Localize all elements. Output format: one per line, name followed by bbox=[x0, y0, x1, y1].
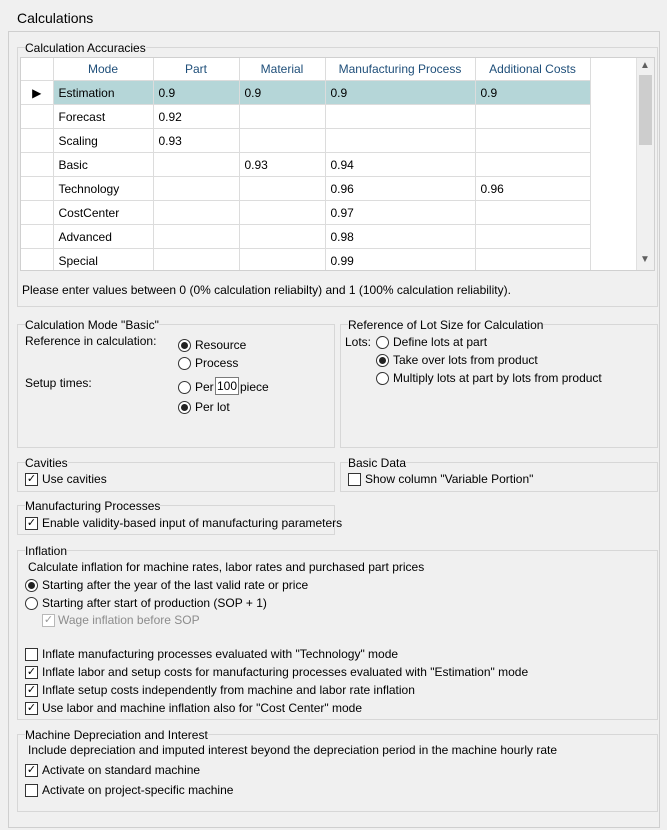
cell-mode[interactable]: Advanced bbox=[53, 225, 153, 249]
row-header[interactable] bbox=[21, 105, 53, 129]
panel-header bbox=[0, 0, 667, 30]
per-piece-radio[interactable] bbox=[178, 381, 191, 394]
define-lots-radio[interactable] bbox=[376, 336, 389, 349]
process-radio[interactable] bbox=[178, 357, 191, 370]
table-row[interactable] bbox=[21, 153, 590, 177]
inflate-estimation-checkbox[interactable]: ✓ bbox=[26, 666, 37, 678]
cell-part[interactable]: 0.92 bbox=[153, 105, 239, 129]
table-row[interactable] bbox=[21, 225, 590, 249]
table-row[interactable] bbox=[21, 201, 590, 225]
accuracies-hint: Please enter values between 0 (0% calculation reliabilty) and 1 (100% calculation reliability). bbox=[22, 283, 511, 297]
cell-mode[interactable]: Special bbox=[53, 249, 153, 272]
inflation-group-label: Inflation bbox=[25, 544, 68, 558]
row-header[interactable] bbox=[21, 225, 53, 249]
cell-part[interactable] bbox=[153, 225, 239, 249]
inflation-description: Calculate inflation for machine rates, labor rates and purchased part prices bbox=[28, 560, 425, 574]
cell-mfg[interactable]: 0.97 bbox=[325, 201, 475, 225]
use-cavities-checkbox[interactable]: ✓ bbox=[26, 473, 37, 485]
cell-part[interactable] bbox=[153, 201, 239, 225]
per-piece-quantity-input[interactable]: 100 bbox=[216, 379, 238, 393]
cell-addl[interactable]: 0.9 bbox=[475, 81, 590, 105]
project-machine-label[interactable]: Activate on project-specific machine bbox=[42, 783, 234, 797]
cell-addl[interactable] bbox=[475, 129, 590, 153]
validity-input-label[interactable]: Enable validity-based input of manufacturing parameters bbox=[42, 516, 343, 530]
project-machine-checkbox[interactable] bbox=[25, 784, 38, 797]
cell-mfg[interactable]: 0.98 bbox=[325, 225, 475, 249]
row-header[interactable] bbox=[21, 129, 53, 153]
cell-part[interactable]: 0.93 bbox=[153, 129, 239, 153]
cell-mfg[interactable]: 0.94 bbox=[325, 153, 475, 177]
wage-inflation-checkbox[interactable]: ✓ bbox=[43, 614, 54, 626]
accuracies-grid[interactable] bbox=[20, 57, 655, 271]
col-header-mode[interactable]: Mode bbox=[53, 58, 153, 81]
cell-addl[interactable] bbox=[475, 105, 590, 129]
cell-mfg[interactable]: 0.96 bbox=[325, 177, 475, 201]
lots-label: Lots: bbox=[345, 335, 372, 349]
row-header[interactable] bbox=[21, 249, 53, 272]
current-row-indicator-icon: ▶ bbox=[21, 81, 53, 105]
cell-part[interactable] bbox=[153, 153, 239, 177]
cell-material[interactable] bbox=[239, 105, 325, 129]
inflation-after-sop-label[interactable]: Starting after start of production (SOP + 1) bbox=[42, 596, 267, 610]
col-header-mfg-process[interactable]: Manufacturing Process bbox=[325, 58, 475, 81]
take-over-lots-radio[interactable] bbox=[376, 354, 389, 367]
inflate-technology-label[interactable]: Inflate manufacturing processes evaluated with "Technology" mode bbox=[42, 647, 399, 661]
cell-material[interactable] bbox=[239, 201, 325, 225]
accuracies-group-label: Calculation Accuracies bbox=[25, 41, 146, 55]
row-header[interactable] bbox=[21, 177, 53, 201]
cell-mode[interactable]: Scaling bbox=[53, 129, 153, 153]
cell-mfg[interactable]: 0.9 bbox=[325, 81, 475, 105]
wage-inflation-label: Wage inflation before SOP bbox=[58, 613, 200, 627]
lot-size-group-label: Reference of Lot Size for Calculation bbox=[348, 318, 544, 332]
multiply-lots-radio[interactable] bbox=[376, 372, 389, 385]
col-header-material[interactable]: Material bbox=[239, 58, 325, 81]
cell-material[interactable]: 0.9 bbox=[239, 81, 325, 105]
resource-label[interactable]: Resource bbox=[195, 338, 247, 352]
cell-part[interactable] bbox=[153, 177, 239, 201]
cell-mode[interactable]: Technology bbox=[53, 177, 153, 201]
per-lot-label[interactable]: Per lot bbox=[195, 400, 230, 414]
cell-material[interactable]: 0.93 bbox=[239, 153, 325, 177]
depreciation-description: Include depreciation and imputed interest beyond the depreciation period in the machine hourly rate bbox=[28, 743, 558, 757]
cell-mfg[interactable] bbox=[325, 105, 475, 129]
cell-mfg[interactable]: 0.99 bbox=[325, 249, 475, 272]
cell-addl[interactable] bbox=[475, 153, 590, 177]
process-label[interactable]: Process bbox=[195, 356, 239, 370]
row-header[interactable] bbox=[21, 201, 53, 225]
inflate-technology-checkbox[interactable] bbox=[25, 648, 38, 661]
mfg-processes-group-label: Manufacturing Processes bbox=[25, 499, 161, 513]
reference-label: Reference in calculation: bbox=[25, 334, 157, 348]
grid-scrollbar[interactable] bbox=[636, 58, 654, 270]
per-lot-radio[interactable] bbox=[178, 401, 191, 414]
piece-label: piece bbox=[240, 380, 269, 394]
cell-material[interactable] bbox=[239, 225, 325, 249]
inflation-after-last-rate-label[interactable]: Starting after the year of the last valid rate or price bbox=[42, 578, 309, 592]
cell-mfg[interactable] bbox=[325, 129, 475, 153]
cavities-group-label: Cavities bbox=[25, 456, 68, 470]
cell-addl[interactable] bbox=[475, 225, 590, 249]
row-header-corner bbox=[21, 58, 53, 81]
table-row[interactable] bbox=[21, 81, 590, 105]
inflation-after-sop-radio[interactable] bbox=[25, 597, 38, 610]
cell-part[interactable] bbox=[153, 249, 239, 272]
col-header-part[interactable]: Part bbox=[153, 58, 239, 81]
variable-portion-checkbox[interactable] bbox=[348, 473, 361, 486]
cell-material[interactable] bbox=[239, 177, 325, 201]
cell-mode[interactable]: Forecast bbox=[53, 105, 153, 129]
cell-addl[interactable] bbox=[475, 249, 590, 272]
use-cavities-label[interactable]: Use cavities bbox=[42, 472, 107, 486]
cell-mode[interactable]: Estimation bbox=[53, 81, 153, 105]
cell-addl[interactable]: 0.96 bbox=[475, 177, 590, 201]
scroll-down-icon[interactable]: ▼ bbox=[640, 254, 650, 265]
multiply-lots-label[interactable]: Multiply lots at part by lots from product bbox=[393, 371, 602, 385]
cost-center-inflation-checkbox[interactable]: ✓ bbox=[26, 702, 37, 714]
inflate-setup-label[interactable]: Inflate setup costs independently from machine and labor rate inflation bbox=[42, 683, 415, 697]
table-row[interactable] bbox=[21, 105, 590, 129]
cell-mode[interactable]: CostCenter bbox=[53, 201, 153, 225]
depreciation-group-label: Machine Depreciation and Interest bbox=[25, 728, 208, 742]
cell-mode[interactable]: Basic bbox=[53, 153, 153, 177]
cost-center-inflation-label[interactable]: Use labor and machine inflation also for "Cost Center" mode bbox=[42, 701, 363, 715]
take-over-lots-label[interactable]: Take over lots from product bbox=[393, 353, 538, 367]
table-row[interactable] bbox=[21, 177, 590, 201]
row-header[interactable] bbox=[21, 153, 53, 177]
resource-radio[interactable] bbox=[178, 339, 191, 352]
table-row[interactable] bbox=[21, 249, 590, 272]
scroll-up-icon[interactable]: ▲ bbox=[640, 60, 650, 71]
variable-portion-label[interactable]: Show column "Variable Portion" bbox=[365, 472, 534, 486]
page-title: Calculations bbox=[17, 10, 94, 26]
standard-machine-checkbox[interactable]: ✓ bbox=[26, 764, 37, 776]
col-header-additional-costs[interactable]: Additional Costs bbox=[475, 58, 590, 81]
standard-machine-label[interactable]: Activate on standard machine bbox=[42, 763, 201, 777]
basic-mode-group-label: Calculation Mode "Basic" bbox=[25, 318, 159, 332]
basic-data-group-label: Basic Data bbox=[348, 456, 407, 470]
accuracies-table bbox=[21, 58, 591, 271]
define-lots-label[interactable]: Define lots at part bbox=[393, 335, 488, 349]
cell-addl[interactable] bbox=[475, 201, 590, 225]
cell-part[interactable]: 0.9 bbox=[153, 81, 239, 105]
validity-input-checkbox[interactable]: ✓ bbox=[26, 517, 37, 529]
inflate-estimation-label[interactable]: Inflate labor and setup costs for manufacturing processes evaluated with "Estimation" mode bbox=[42, 665, 529, 679]
table-row[interactable] bbox=[21, 129, 590, 153]
cell-material[interactable] bbox=[239, 129, 325, 153]
per-label[interactable]: Per bbox=[195, 380, 214, 394]
inflate-setup-checkbox[interactable]: ✓ bbox=[26, 684, 37, 696]
cell-material[interactable] bbox=[239, 249, 325, 272]
inflation-after-last-rate-radio[interactable] bbox=[25, 579, 38, 592]
scroll-thumb[interactable] bbox=[639, 75, 652, 145]
setup-times-label: Setup times: bbox=[25, 376, 92, 390]
